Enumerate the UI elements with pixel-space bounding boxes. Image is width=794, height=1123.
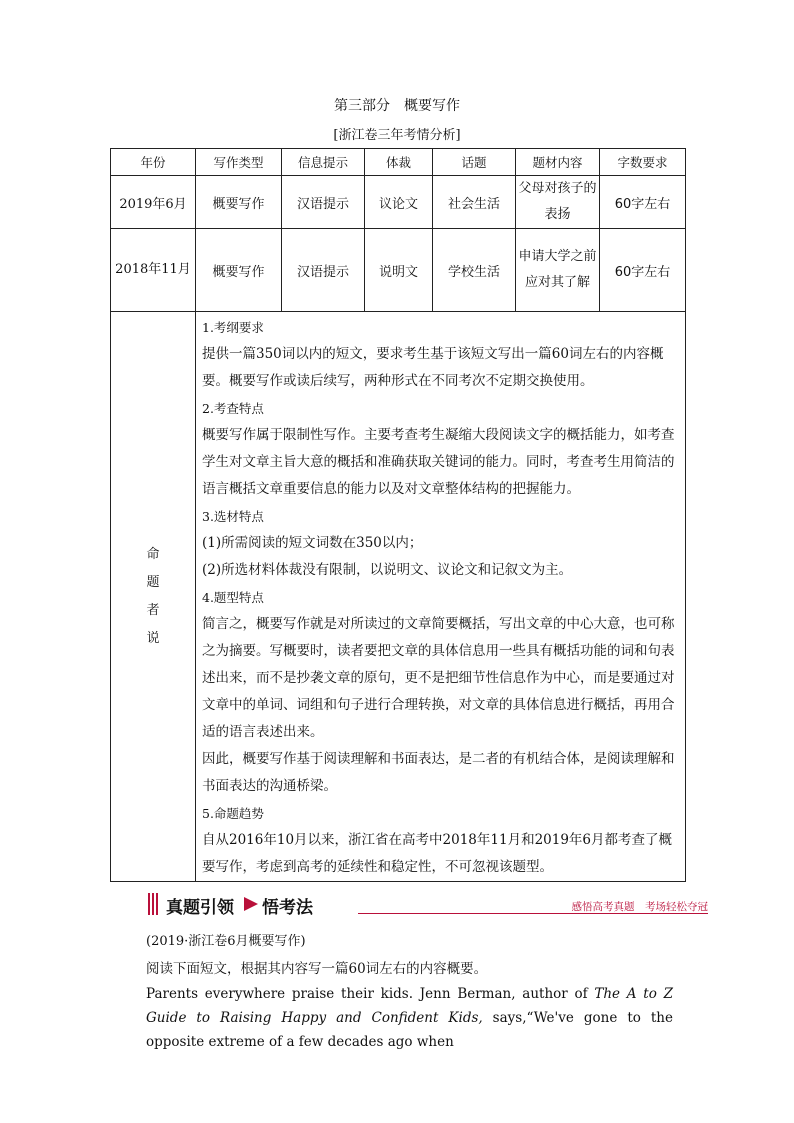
table-cell: 概要写作 (196, 229, 282, 312)
table-cell: 父母对孩子的表扬 (516, 176, 600, 229)
page-title: 第三部分 概要写作 (334, 98, 460, 114)
section-heading: 2.考查特点 (202, 401, 264, 416)
commentary-side-label: 命 题 者 说 (111, 312, 196, 882)
page-subtitle: [浙江卷三年考情分析] (333, 128, 461, 143)
question-source: (2019·浙江卷6月概要写作) (146, 934, 306, 949)
commentary-content (196, 312, 686, 882)
banner-subtitle: 悟考法 (262, 898, 313, 918)
table-cell: 60字左右 (600, 229, 686, 312)
passage-text: Parents everywhere praise their kids. Jenn Berman, author of The A to Z Guide to Raising Happy and Confident Kids, says,“We've gone to the opposite extreme of a few decades ago when (146, 986, 673, 1050)
banner-tagline: 感悟高考真题 考场轻松夺冠 (571, 901, 708, 913)
header-cell: 字数要求 (600, 149, 686, 176)
table-row (111, 176, 686, 229)
table-cell: 汉语提示 (282, 176, 365, 229)
section-paragraph: 自从2016年10月以来，浙江省在高考中2018年11月和2019年6月都考查了概要写作，考虑到高考的延续性和稳定性，不可忽视该题型。 (202, 832, 673, 875)
arrow-right-icon (244, 897, 258, 911)
section-paragraph: 提供一篇350词以内的短文，要求考生基于该短文写出一篇60词左右的内容概要。概要写作或读后续写，两种形式在不同考次不定期交换使用。 (202, 346, 664, 389)
header-cell: 体裁 (365, 149, 433, 176)
table-cell: 社会生活 (433, 176, 516, 229)
section-banner (148, 893, 708, 917)
table-header-row (111, 149, 686, 176)
exam-analysis-table (110, 148, 686, 882)
table-cell: 议论文 (365, 176, 433, 229)
table-cell: 60字左右 (600, 176, 686, 229)
banner-bars-icon (148, 893, 162, 915)
table-cell: 汉语提示 (282, 229, 365, 312)
section-paragraph: (2)所选材料体裁没有限制，以说明文、议论文和记叙文为主。 (202, 562, 573, 578)
banner-title: 真题引领 (166, 898, 234, 918)
section-heading: 1.考纲要求 (202, 320, 264, 335)
section-paragraph: 因此，概要写作基于阅读理解和书面表达，是二者的有机结合体，是阅读理解和书面表达的沟通桥梁。 (202, 751, 675, 794)
table-cell: 2018年11月 (111, 229, 196, 312)
header-cell: 年份 (111, 149, 196, 176)
header-cell: 话题 (433, 149, 516, 176)
header-cell: 题材内容 (516, 149, 600, 176)
header-cell: 写作类型 (196, 149, 282, 176)
section-paragraph: (1)所需阅读的短文词数在350以内； (202, 535, 423, 551)
commentary-row (111, 312, 686, 882)
table-cell: 说明文 (365, 229, 433, 312)
section-paragraph: 简言之，概要写作就是对所读过的文章简要概括，写出文章的中心大意，也可称之为摘要。写概要时，读者要把文章的具体信息用一些具有概括功能的词和句表述出来，而不是抄袭文章的原句，更不是把细节性信息作为中心，而是要通过对文章中的单词、词组和句子进行合理转换，对文章的具体信息进行概括，再用合适的语言表述出来。 (202, 616, 675, 740)
header-cell: 信息提示 (282, 149, 365, 176)
section-heading: 3.选材特点 (202, 509, 264, 524)
book-title: The A to Z Guide to Raising Happy and Confident Kids, (146, 986, 673, 1026)
table-cell: 申请大学之前应对其了解 (516, 229, 600, 312)
table-row (111, 229, 686, 312)
question-instruction: 阅读下面短文，根据其内容写一篇60词左右的内容概要。 (146, 961, 488, 977)
table-cell: 学校生活 (433, 229, 516, 312)
section-heading: 5.命题趋势 (202, 806, 264, 821)
section-heading: 4.题型特点 (202, 590, 264, 605)
table-cell: 2019年6月 (111, 176, 196, 229)
table-cell: 概要写作 (196, 176, 282, 229)
section-paragraph: 概要写作属于限制性写作。主要考查考生凝缩大段阅读文字的概括能力，如考查学生对文章主旨大意的概括和准确获取关键词的能力。同时，考查考生用简洁的语言概括文章重要信息的能力以及对文章整体结构的把握能力。 (202, 427, 675, 497)
